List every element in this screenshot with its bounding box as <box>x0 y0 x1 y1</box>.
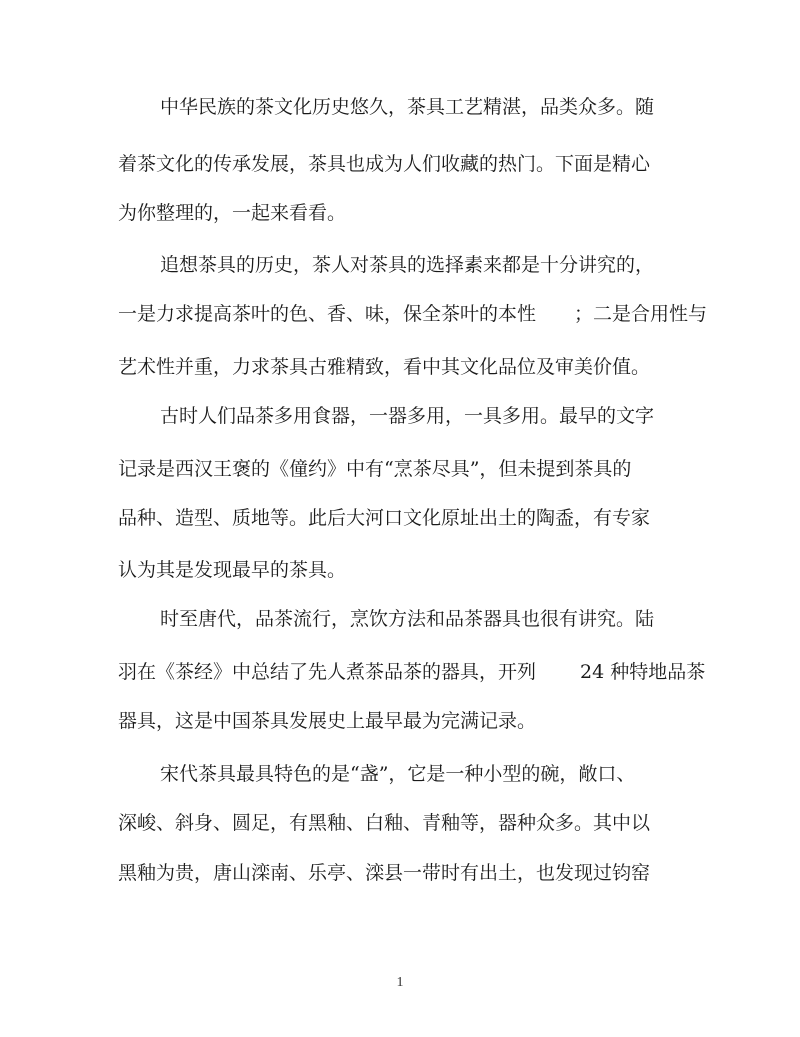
p5-line-3: 黑釉为贵，唐山滦南、乐亭、滦县一带时有出土，也发现过钧窑 <box>118 862 651 884</box>
page-number: 1 <box>396 975 404 990</box>
p2-line-2: 一是力求提高茶叶的色、香、味，保全茶叶的本性 ；二是合用性与 <box>118 303 708 325</box>
p4-line-1: 时至唐代，品茶流行，烹饮方法和品茶器具也很有讲究。陆 <box>160 608 655 630</box>
p3-line-2: 记录是西汉王褒的《僮约》中有“烹茶尽具”，但未提到茶具的 <box>118 458 632 480</box>
p3-line-4: 认为其是发现最早的茶具。 <box>118 559 347 581</box>
p1-line-2: 着茶文化的传承发展，茶具也成为人们收藏的热门。下面是精心 <box>118 153 651 175</box>
p4-line-2: 羽在《茶经》中总结了先人煮茶品茶的器具，开列 24 种特地品茶 <box>118 661 706 683</box>
p1-line-3: 为你整理的，一起来看看。 <box>118 202 347 224</box>
p5-line-1: 宋代茶具最具特色的是“盏”，它是一种小型的碗，敞口、 <box>160 763 636 785</box>
p5-line-2: 深峻、斜身、圆足，有黑釉、白釉、青釉等，器种众多。其中以 <box>118 812 651 834</box>
p3-line-1: 古时人们品茶多用食器，一器多用，一具多用。最早的文字 <box>160 405 655 427</box>
p4-line-3: 器具，这是中国茶具发展史上最早最为完满记录。 <box>118 710 537 732</box>
p2-line-1: 追想茶具的历史，茶人对茶具的选择素来都是十分讲究的， <box>160 254 655 276</box>
p1-line-1: 中华民族的茶文化历史悠久，茶具工艺精湛，品类众多。随 <box>160 96 655 118</box>
p3-line-3: 品种、造型、质地等。此后大河口文化原址出土的陶盉，有专家 <box>118 507 651 529</box>
p2-line-3: 艺术性并重，力求茶具古雅精致，看中其文化品位及审美价值。 <box>118 356 651 378</box>
